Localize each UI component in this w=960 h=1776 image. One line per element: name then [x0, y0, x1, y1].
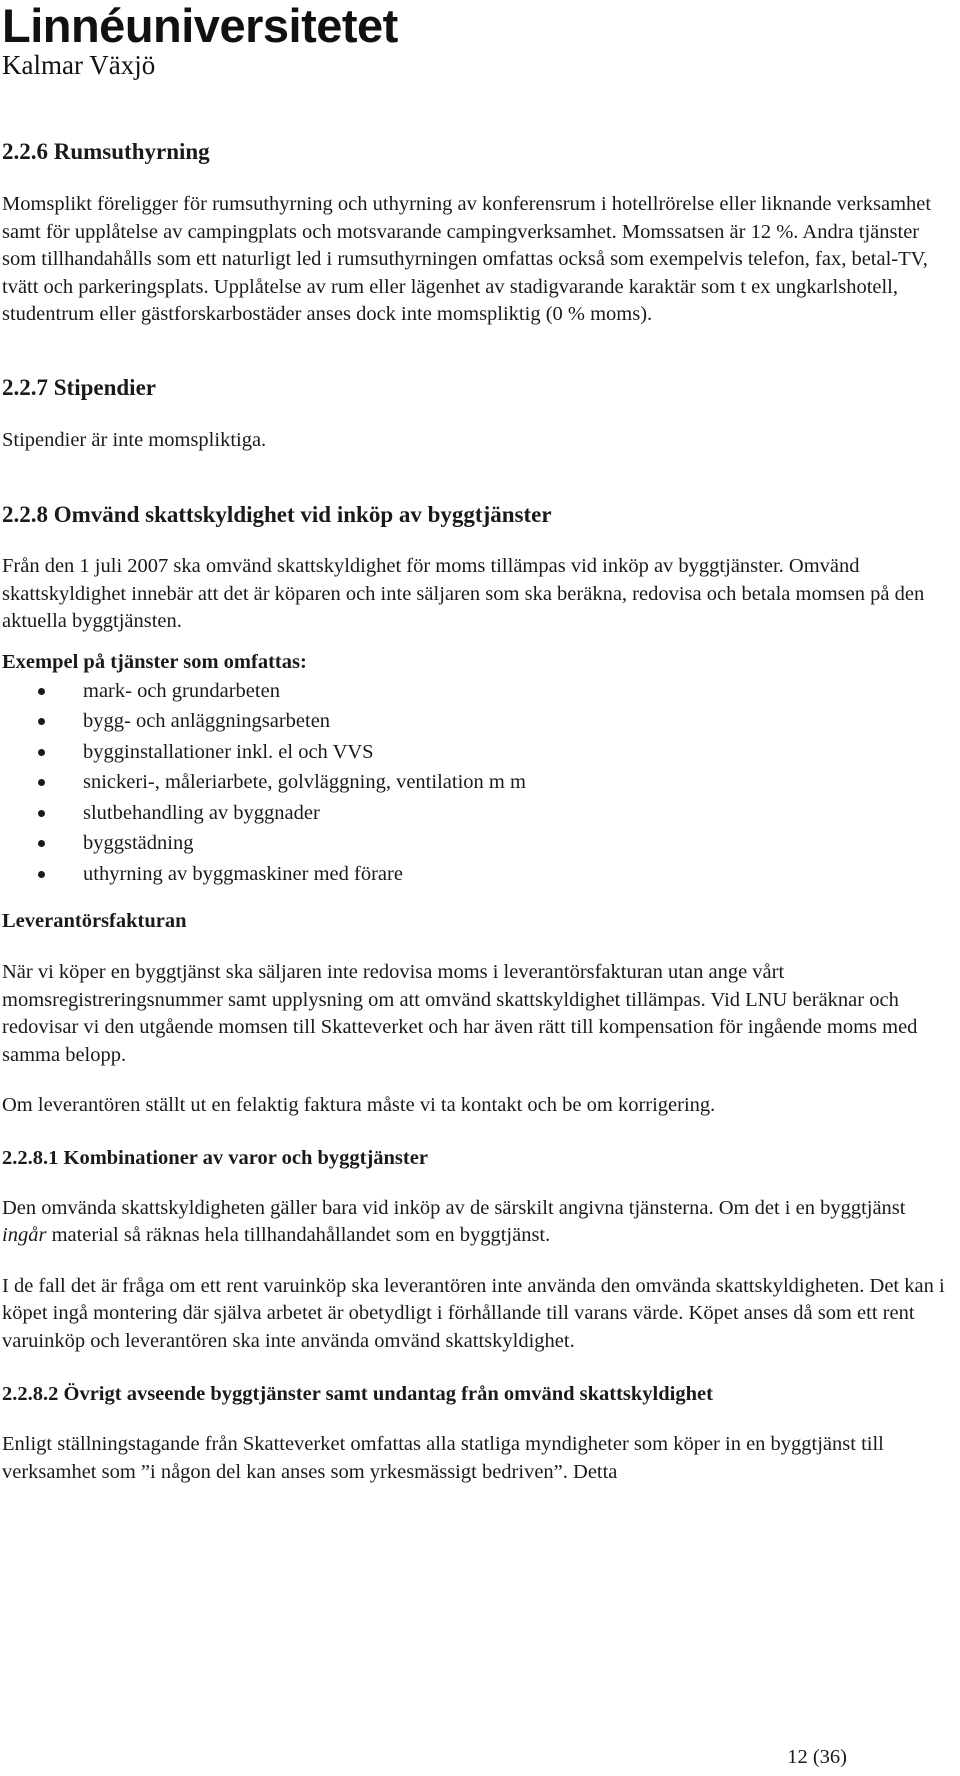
invoice-heading: Leverantörsfakturan	[2, 910, 187, 932]
paragraph-stipendier: Stipendier är inte momspliktiga.	[2, 428, 267, 451]
paragraph-rumsuthyrning: Momsplikt föreligger för rumsuthyrning och uthyrning av konferensrum i hotellrörelse eller liknande verksamhet samt för upplåtelse av campingplats och motsvarande campingverksamhet. Momssatsen är 12 %. Andra tjänster som tillhandahålls som ett naturligt led i rumsuthyrningen omfattas också som exempelvis telefon, fax, betal-TV, tvätt och parkeringsplats. Upplåtelse av rum eller lägenhet av stadigvarande karaktär som t ex ungkarlshotell, studentrum eller gästforskarbostäder anses dock inte momspliktig (0 % moms).	[2, 193, 932, 325]
paragraph-omvand-skattskyldighet: Från den 1 juli 2007 ska omvänd skattskyldighet för moms tillämpas vid inköp av byggtjänster. Omvänd skattskyldighet innebär att det är köparen och inte säljaren som ska beräkna, redovisa och betala momsen på den aktuella byggtjänsten.	[2, 555, 925, 632]
logo-name: Linnéuniversitetet	[2, 0, 398, 52]
page-number: 12 (36)	[787, 1746, 847, 1768]
list-item: bygginstallationer inkl. el och VVS	[2, 737, 952, 768]
bullet-icon	[38, 871, 45, 878]
heading-2-2-7: 2.2.7 Stipendier	[2, 374, 156, 400]
list-item: mark- och grundarbeten	[2, 676, 952, 707]
paragraph-ovrigt: Enligt ställningstagande från Skatteverket omfattas alla statliga myndigheter som köper in en byggtjänst till verksamhet som ”i någon del kan anses som yrkesmässigt bedriven”. Detta	[2, 1433, 884, 1483]
paragraph-felaktig-faktura: Om leverantören ställt ut en felaktig faktura måste vi ta kontakt och be om korrigering.	[2, 1094, 716, 1116]
logo-subtitle: Kalmar Växjö	[2, 50, 156, 80]
paragraph-varuinkop: I de fall det är fråga om ett rent varuinköp ska leverantören inte använda den omvända skattskyldigheten. Det kan i köpet ingå montering där själva arbetet är obetydligt i förhållande till varans värde. Köpet anses då som ett rent varuinköp och leverantören ska inte använda omvänd skattskyldighet.	[2, 1274, 945, 1352]
university-logo	[2, 2, 398, 80]
examples-heading: Exempel på tjänster som omfattas:	[2, 650, 307, 673]
bullet-icon	[38, 779, 45, 786]
bullet-icon	[38, 810, 45, 817]
heading-2-2-6: 2.2.6 Rumsuthyrning	[2, 139, 210, 164]
examples-list	[2, 676, 952, 890]
heading-2-2-8-1: 2.2.8.1 Kombinationer av varor och byggtjänster	[2, 1146, 428, 1169]
list-item: bygg- och anläggningsarbeten	[2, 706, 952, 737]
list-item: uthyrning av byggmaskiner med förare	[2, 859, 952, 890]
bullet-icon	[38, 749, 45, 756]
bullet-icon	[38, 718, 45, 725]
document-body	[2, 137, 952, 1486]
paragraph-leverantorsfakturan: När vi köper en byggtjänst ska säljaren inte redovisa moms i leverantörsfakturan utan ange vårt momsregistreringsnummer samt upplysning om att omvänd skattskyldighet tillämpas. Vid LNU beräknar och redovisar vi den utgående momsen till Skatteverket och har även rätt till kompensation för ingående moms med samma belopp.	[2, 961, 918, 1066]
list-item: snickeri-, måleriarbete, golvläggning, ventilation m m	[2, 767, 952, 798]
list-item: byggstädning	[2, 828, 952, 859]
list-item: slutbehandling av byggnader	[2, 798, 952, 829]
heading-2-2-8-2: 2.2.8.2 Övrigt avseende byggtjänster samt undantag från omvänd skattskyldighet	[2, 1383, 713, 1405]
bullet-icon	[38, 840, 45, 847]
heading-2-2-8: 2.2.8 Omvänd skattskyldighet vid inköp av byggtjänster	[2, 502, 552, 527]
paragraph-kombinationer: Den omvända skattskyldigheten gäller bara vid inköp av de särskilt angivna tjänsterna. Om det i en byggtjänst ingår material så räknas hela tillhandahållandet som en byggtjänst.	[2, 1196, 906, 1246]
bullet-icon	[38, 688, 45, 695]
